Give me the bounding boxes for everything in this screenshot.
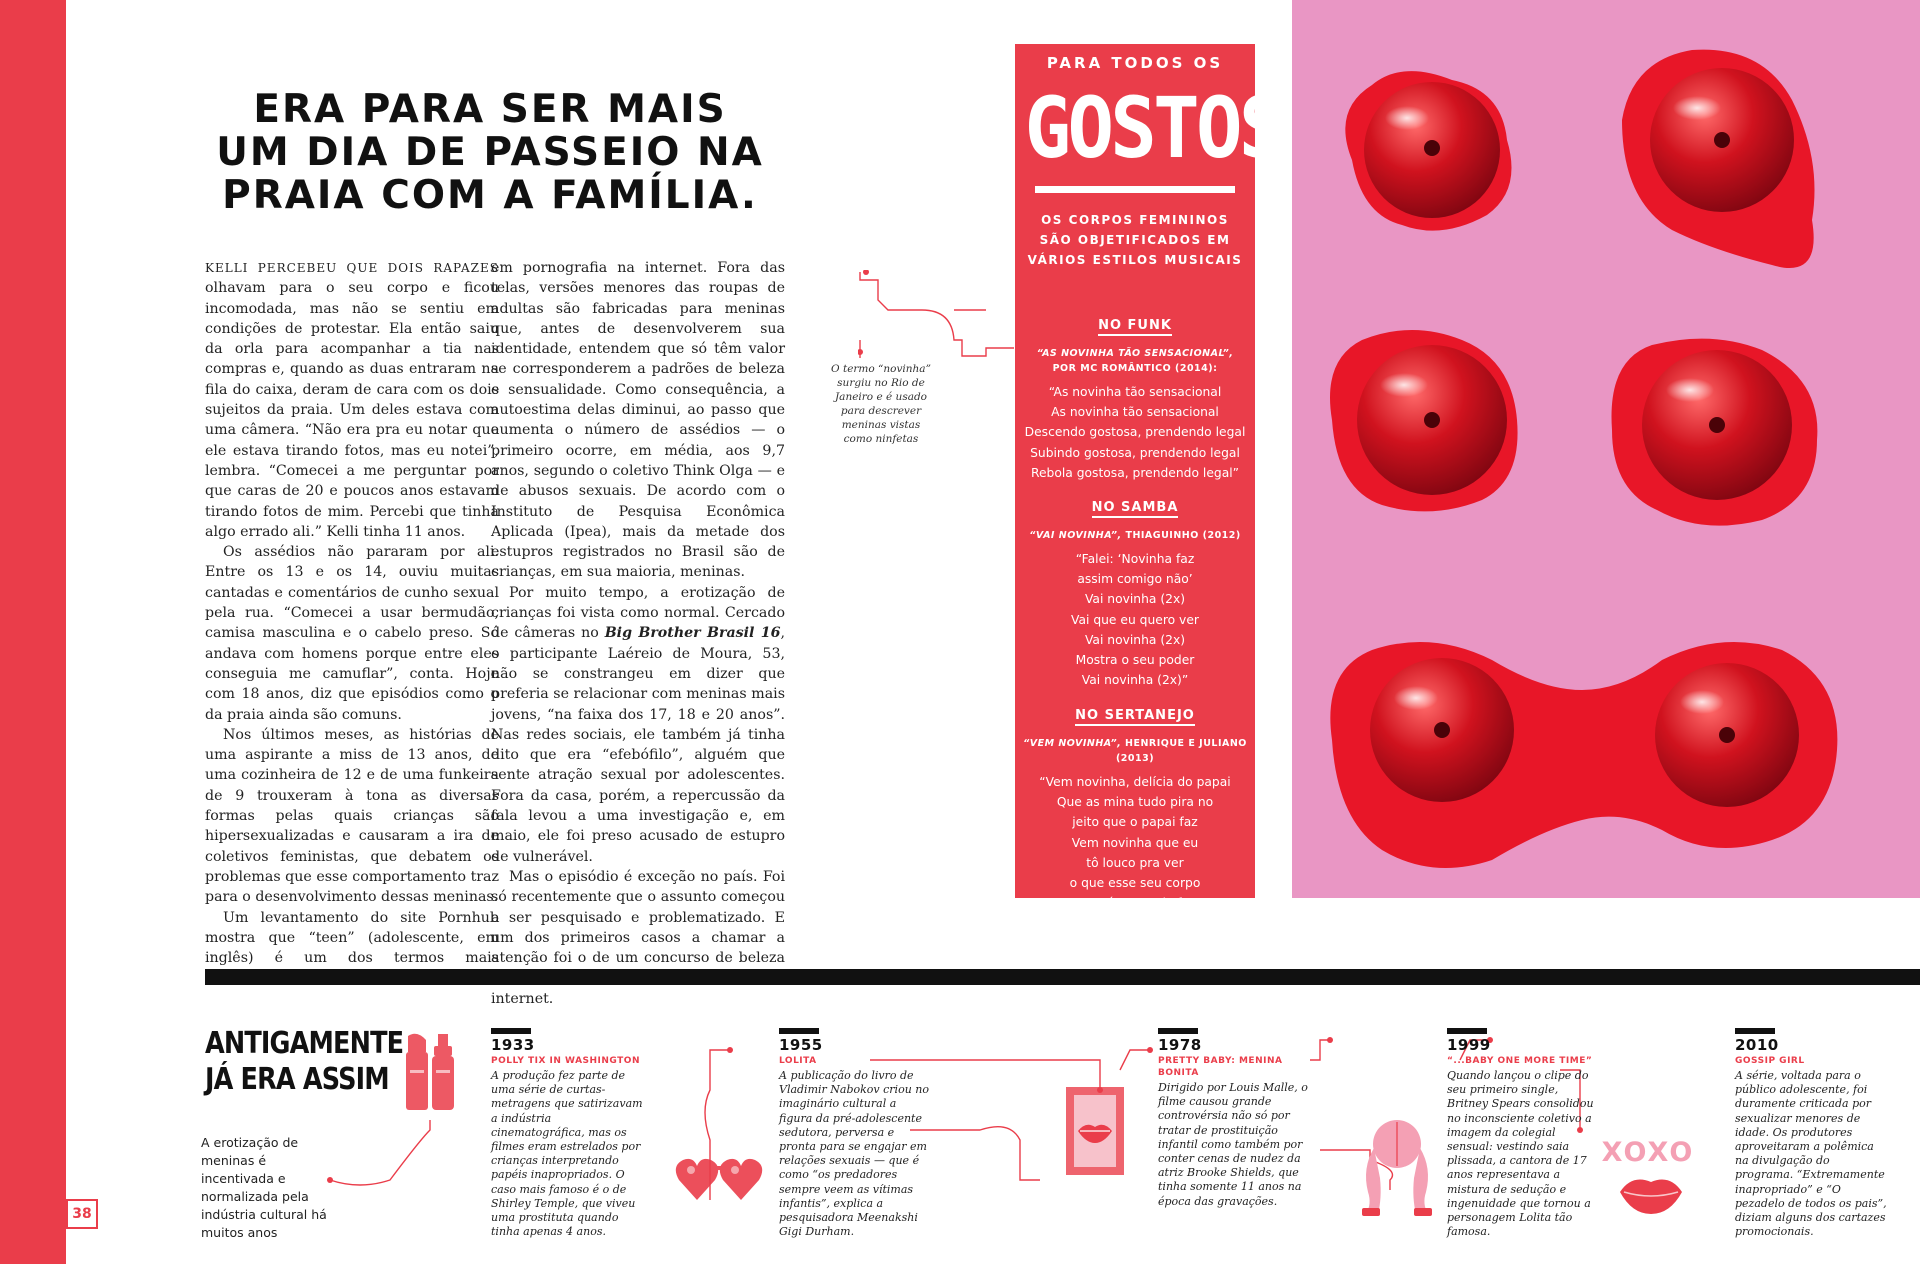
article-paragraph: Mas o episódio é exceção no país. Foi só recentemente que o assunto começou a ser pesquisado e problematizado. E um dos primeiros casos a chamar a atenção foi o de um concurso de beleza internet. xyxy=(491,868,785,1007)
apple-bottom-pair xyxy=(1330,642,1837,868)
paragraph-text: , o participante Laéreio de Moura, 53, não se constrangeu em dizer que preferia se relacionar com meninas mais jovens, “na faixa dos 17, 18 e 20 anos”. Nas redes sociais, ele também já tinha dito que era “efebófilo”, alguém que sente atração sexual por adolescentes. Fora da casa, porém, a repercussão da fala levou a uma investigação e, em maio, ele foi preso acusado de estupro de vulnerável. xyxy=(491,625,786,865)
sidebar-title: GOSTOS xyxy=(1024,79,1282,177)
sidebar-section-funk xyxy=(1015,314,1255,483)
lyric-line: Vai novinha (2x)” xyxy=(1081,673,1189,688)
event-subtitle: LOLITA xyxy=(779,1056,817,1066)
lyric-line: Vai novinha (2x) xyxy=(1084,592,1186,607)
timeline-title-line: ANTIGAMENTE xyxy=(205,1026,404,1061)
song-credit xyxy=(1015,346,1255,376)
lead-caps: KELLI PERCEBEU QUE DOIS RAPAZES xyxy=(205,261,499,275)
event-year: 1978 xyxy=(1158,1028,1198,1054)
lyrics xyxy=(1015,382,1255,483)
lyric-line: tô louco pra ver xyxy=(1086,855,1184,870)
apple-top-right xyxy=(1622,50,1815,268)
event-text: A publicação do livro de Vladimir Nabokov criou no imaginário cultural a figura da pré-adolescente sedutora, perversa e pronta para se engajar em relações sexuais — que é como “os predadores sempre veem as vítimas infantis”, explica a pesquisadora Meenakshi Gigi Durham. xyxy=(779,1069,929,1239)
section-heading: NO FUNK xyxy=(1098,318,1172,336)
event-subtitle: PRETTY BABY: MENINA BONITA xyxy=(1158,1056,1283,1078)
lyric-line: assim comigo não’ xyxy=(1077,572,1193,587)
show-title: Big Brother Brasil 16 xyxy=(604,625,781,642)
apple-top-left xyxy=(1345,71,1511,231)
section-heading: NO SERTANEJO xyxy=(1075,708,1195,726)
margin-note-connector xyxy=(858,270,1018,360)
paragraph-text: Por muito tempo, a erotização de crianças foi vista como normal. Cercado de câmeras no xyxy=(491,584,785,642)
headline-line: UM DIA DE PASSEIO NA xyxy=(216,130,764,175)
lyric-line: gostoso é capaz de fazer” xyxy=(1054,896,1216,911)
sidebar-rule xyxy=(1035,186,1235,193)
lyric-line: Subindo gostosa, prendendo legal xyxy=(1030,445,1240,460)
lyric-line: Rebola gostosa, prendendo legal” xyxy=(1030,465,1240,480)
sidebar-intro: OS CORPOS FEMININOS SÃO OBJETIFICADOS EM VÁRIOS ESTILOS MUSICAIS xyxy=(1027,213,1243,267)
xoxo-text: XOXO xyxy=(1601,1137,1695,1168)
event-year: 1955 xyxy=(779,1028,819,1054)
song-title: “VEM NOVINHA”, xyxy=(1023,738,1122,749)
lyric-line: Vai que eu quero ver xyxy=(1071,612,1199,627)
timeline-event-1999 xyxy=(1447,1028,1599,1239)
lyric-line: Descendo gostosa, prendendo legal xyxy=(1024,425,1246,440)
page-number: 38 xyxy=(66,1199,98,1229)
headline xyxy=(180,88,800,217)
event-text: A série, voltada para o público adolescente, foi duramente criticada por sexualizar menores de idade. Os produtores aproveitaram a polêmica na divulgação do programa. “Extremamente inapropriado” e “O pezadelo de todos os pais”, diziam alguns dos cartazes promocionais. xyxy=(1735,1069,1887,1239)
song-title: “VAI NOVINHA”, xyxy=(1029,530,1122,541)
lipstick-bottle-icon xyxy=(398,1030,478,1112)
lyric-line: jeito que o papai faz xyxy=(1072,815,1198,830)
timeline-event-1955 xyxy=(779,1028,931,1239)
event-year: 1999 xyxy=(1447,1028,1487,1054)
lyric-line: “As novinha tão sensacional xyxy=(1048,385,1222,399)
song-title: “AS NOVINHA TÃO SENSACIONAL”, xyxy=(1036,348,1234,359)
article-column-2 xyxy=(491,258,785,1009)
timeline-event-1978 xyxy=(1158,1028,1310,1209)
song-credit xyxy=(1015,528,1255,543)
song-artist: POR MC ROMÂNTICO (2014): xyxy=(1052,363,1218,374)
lyrics-sidebar xyxy=(1015,44,1282,911)
timeline-rule xyxy=(205,969,1920,985)
headline-line: PRAIA COM A FAMÍLIA. xyxy=(222,173,758,218)
song-credit xyxy=(1015,736,1255,766)
sidebar-section-sertanejo xyxy=(1015,704,1255,913)
event-subtitle: POLLY TIX IN WASHINGTON xyxy=(491,1056,640,1066)
sidebar-section-samba xyxy=(1015,496,1255,690)
event-subtitle: GOSSIP GIRL xyxy=(1735,1056,1805,1066)
xoxo-lips-icon xyxy=(1618,1170,1684,1216)
candy-apples-photo xyxy=(1292,0,1920,898)
sidebar-kicker: PARA TODOS OS xyxy=(1046,54,1224,72)
lyric-line: “Falei: ‘Novinha faz xyxy=(1075,552,1195,566)
event-year: 1933 xyxy=(491,1028,531,1054)
song-artist: THIAGUINHO (2012) xyxy=(1125,530,1241,541)
event-year: 2010 xyxy=(1735,1028,1775,1054)
lyric-line: “Vem novinha, delícia do papai xyxy=(1039,775,1231,789)
lyrics xyxy=(1015,549,1255,690)
article-paragraph: Um levantamento do site Pornhub mostra que “teen” (adolescente, em inglês) é um dos termos mais xyxy=(205,909,499,967)
paragraph-text: olhavam para o seu corpo e ficou incomodada, mas não se sentiu em condições de protestar. Ela então saiu da orla para acompanhar a tia nas compras e, quando as duas entraram na fila do caixa, deram de cara com os dois sujeitos da praia. Um deles estava com uma câmera. “Não era pra eu notar que ele estava tirando fotos, mas eu notei”, lembra. “Comecei a me perguntar por que caras de 20 e poucos anos estavam tirando fotos de mim. Percebi que tinha algo errado ali.” Kelli tinha 11 anos. xyxy=(205,280,499,540)
article-column-1 xyxy=(205,258,499,989)
event-text: A produção fez parte de uma série de curtas-metragens que satirizavam a indústria cinematográfica, mas os filmes eram estrelados por crianças interpretando papéis inapropriados. O caso mais famoso é o de Shirley Temple, que viveu uma prostituta quando tinha apenas 4 anos. xyxy=(491,1069,643,1239)
article-paragraph: Os assédios não pararam por ali. Entre os 13 e os 14, ouviu muitas cantadas e comentários de cunho sexual pela rua. “Comecei a usar bermudão, camisa masculina e o cabelo preso. Só andava com homens porque entre eles conseguia me camuflar”, conta. Hoje com 18 anos, diz que episódios como o da praia ainda são comuns. xyxy=(205,544,499,723)
apple-middle-left xyxy=(1330,330,1518,511)
headline-line: ERA PARA SER MAIS xyxy=(253,87,727,132)
event-text: Dirigido por Louis Malle, o filme causou grande controvérsia não só por tratar de prostituição infantil como também por conter cenas de nudez da atriz Brooke Shields, que tinha somente 11 anos na época das gravações. xyxy=(1158,1081,1308,1208)
page-edge-bar xyxy=(0,0,66,1264)
timeline-title-line: JÁ ERA ASSIM xyxy=(205,1062,389,1097)
candy-apples-illustration xyxy=(1292,0,1920,898)
margin-note: O termo “novinha” surgiu no Rio de Janeiro e é usado para descrever meninas vistas como ninfetas xyxy=(831,363,931,445)
timeline-event-2010 xyxy=(1735,1028,1887,1239)
article-paragraph xyxy=(205,258,499,542)
lyric-line: o que esse seu corpo xyxy=(1069,876,1201,891)
article-paragraph: Nos últimos meses, as histórias de uma aspirante a miss de 13 anos, de uma cozinheira de 12 e de uma funkeira de 9 trouxeram à tona as diversas formas pelas quais crianças são hipersexualizadas e causaram a ira de coletivos feministas, que debatem os problemas que esse comportamento traz para o desenvolvimento dessas meninas. xyxy=(205,726,499,906)
lips-poster-icon xyxy=(1064,1085,1126,1177)
lyric-line: Que as mina tudo pira no xyxy=(1056,795,1214,810)
event-subtitle: “...BABY ONE MORE TIME” xyxy=(1447,1056,1593,1066)
timeline-intro: A erotização de meninas é incentivada e normalizada pela indústria cultural há muitos anos xyxy=(201,1135,327,1240)
lyric-line: Vai novinha (2x) xyxy=(1084,632,1186,647)
lyric-line: As novinha tão sensacional xyxy=(1051,405,1219,420)
timeline-event-1933 xyxy=(491,1028,643,1239)
event-text: Quando lançou o clipe do seu primeiro single, Britney Spears consolidou no inconsciente coletivo a imagem da colegial sensual: vestindo saia plissada, a cantora de 17 anos representava a mistura de sedução e ingenuidade que tornou a personagem Lolita tão famosa. xyxy=(1447,1069,1594,1239)
lyric-line: Mostra o seu poder xyxy=(1075,653,1195,668)
article-paragraph xyxy=(491,583,785,867)
lyric-line: Vem novinha que eu xyxy=(1071,835,1199,850)
apple-middle-right xyxy=(1612,339,1818,526)
lyrics xyxy=(1015,772,1255,913)
section-heading: NO SAMBA xyxy=(1092,500,1179,518)
pigtails-girl-icon xyxy=(1356,1118,1438,1220)
heart-sunglasses-icon xyxy=(673,1150,765,1210)
song-artist: HENRIQUE E JULIANO (2013) xyxy=(1115,738,1247,764)
article-paragraph: em pornografia na internet. Fora das telas, versões menores das roupas de adultas são fabricadas para meninas que, antes de desenvolverem sua identidade, entendem que só têm valor se corresponderem a padrões de beleza e sensualidade. Como consequência, a autoestima delas diminui, ao passo que aumenta o número de assédios — o primeiro ocorre, em média, aos 9,7 anos, segundo o coletivo Think Olga — e de abusos sexuais. De acordo com o Instituto de Pesquisa Econômica Aplicada (Ipea), mais da metade dos estupros registrados no Brasil são de crianças, em sua maioria, meninas. xyxy=(491,260,785,581)
